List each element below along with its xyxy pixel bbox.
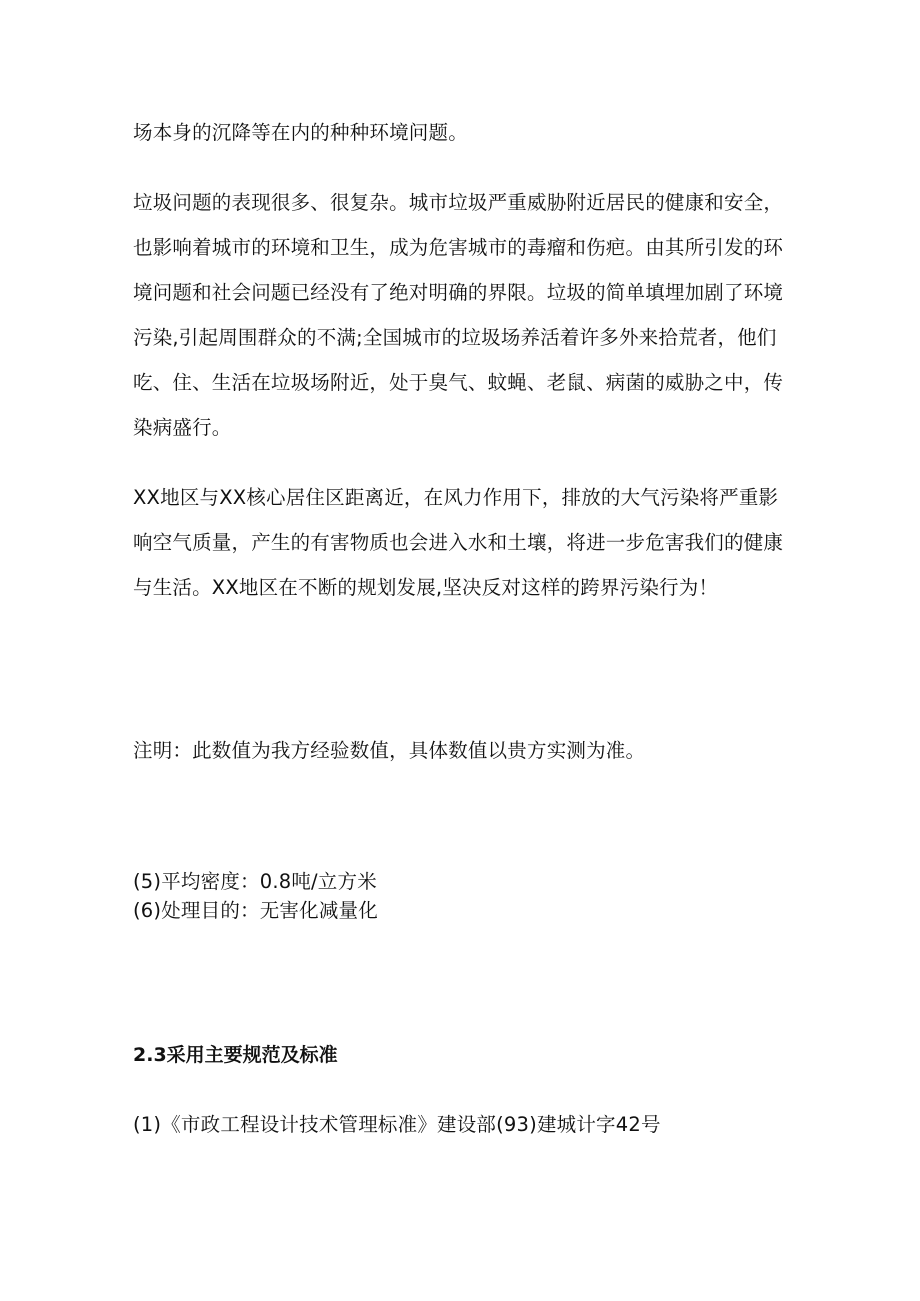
standard-item: (1)《市政工程设计技术管理标准》建设部(93)建城计字42号 bbox=[133, 1113, 661, 1136]
list-item: (6)处理目的：无害化减量化 bbox=[133, 899, 378, 922]
paragraph-line: XX地区与XX核心居住区距离近，在风力作用下，排放的大气污染将严重影 bbox=[133, 486, 779, 509]
paragraph-line: 场本身的沉降等在内的种种环境问题。 bbox=[133, 121, 468, 144]
paragraph-line: 垃圾问题的表现很多、很复杂。城市垃圾严重威胁附近居民的健康和安全， bbox=[133, 191, 784, 214]
note-text: 注明：此数值为我方经验数值，具体数值以贵方实测为准。 bbox=[133, 739, 646, 762]
paragraph-line: 与生活。XX地区在不断的规划发展,坚决反对这样的跨界污染行为！ bbox=[133, 576, 719, 599]
paragraph-line: 染病盛行。 bbox=[133, 416, 232, 439]
paragraph-line: 响空气质量，产生的有害物质也会进入水和土壤，将进一步危害我们的健康 bbox=[133, 531, 784, 554]
paragraph-line: 污染,引起周围群众的不满;全国城市的垃圾场养活着许多外来拾荒者，他们 bbox=[133, 326, 777, 349]
paragraph-line: 吃、住、生活在垃圾场附近，处于臭气、蚊蝇、老鼠、病菌的威胁之中，传 bbox=[133, 371, 784, 394]
paragraph-line: 也影响着城市的环境和卫生，成为危害城市的毒瘤和伤疤。由其所引发的环 bbox=[133, 236, 784, 259]
section-heading: 2.3采用主要规范及标准 bbox=[133, 1044, 338, 1066]
list-item: (5)平均密度：0.8吨/立方米 bbox=[133, 870, 377, 893]
paragraph-line: 境问题和社会问题已经没有了绝对明确的界限。垃圾的简单填埋加剧了环境 bbox=[133, 281, 784, 304]
